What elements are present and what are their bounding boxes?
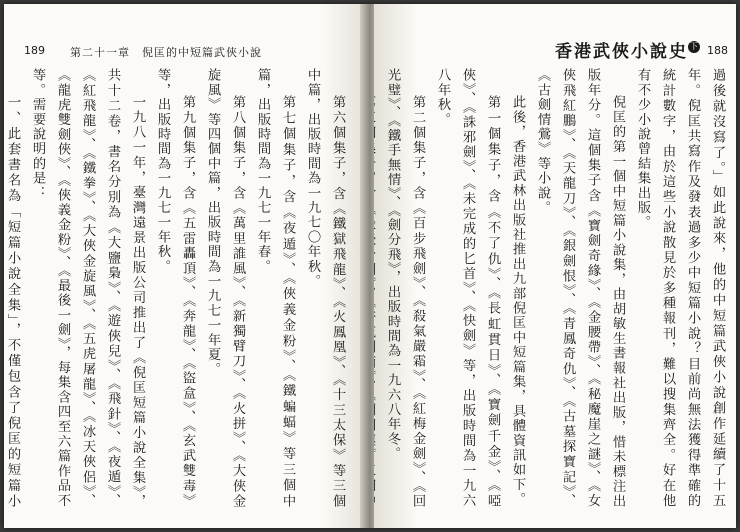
page-number-left: 189 — [24, 44, 45, 57]
book-title: 香港武俠小說史 — [555, 42, 688, 62]
open-book-spread — [4, 4, 736, 528]
paragraph: 第七個集子，含《夜遁》、《俠義金粉》、《鐵蝙蝠》等三個中篇，出版時間為一九七一年春。 — [255, 68, 295, 508]
paragraph: 第六個集子，含《鐵獄飛龍》、《火鳳凰》、《十三太保》等三個中篇，出版時間為一九七〇年秋。 — [305, 68, 345, 508]
paragraph: 一九八一年，臺灣遠景出版公司推出了《倪匡短篇小說全集》，共十二卷，書名分別為《大鹽梟》、《遊俠兒》、《飛針》、《夜遁》、《紅飛龍》、《鐵拳》、《大俠金旋風》、《五虎屠龍》、《冰天俠侶》、《龍虎雙劍俠》、《俠義金粉》、《最後一劍》，每集含四至六篇作品不等。需要說明的是： — [30, 68, 145, 508]
paragraph: 第二個集子，含《百步飛劍》、《殺氣嚴霜》、《紅梅金劍》、《回光璧》、《鐵手無情》、《劍分飛》，出版時間為一九六八年冬。 — [385, 68, 425, 508]
chapter-header: 第二十一章 倪匡的中短篇武俠小說 — [70, 46, 262, 59]
paragraph: 第九個集子，含《五雷轟頂》、《奔龍》、《盜盒》、《玄武雙毒》等，出版時間為一九七一年秋。 — [155, 68, 195, 508]
paragraph: 過後就沒寫了。」如此說來，他的中短篇武俠小說創作延續了十五年。倪匡共寫作及發表過多少中短篇小說？目前尚無法獲得準確的統計數字，由於這些小說散見於多種報刊，難以搜集齊全。好在他有不少小說曾結集出版。 — [635, 68, 725, 508]
page-number-right: 188 — [707, 44, 728, 57]
paragraph — [374, 68, 380, 508]
paragraph: 倪匡的第一個中短篇小說集，由胡敏生書報社出版，惜未標注出版年分。這個集子含《寶劍奇緣》、《金腰帶》、《秘魔崖之謎》、《女俠飛紅鵬》、《天龍刀》、《銀劍恨》、《青鳳奇仇》、《古墓探寶記》、《古劍情鶯》等小說。 — [535, 68, 625, 508]
paragraph: 此後，香港武林出版社推出九部倪匡中短篇集，具體資訊如下。 — [510, 94, 525, 507]
paragraph: 第一個集子，含《不了仇》、《長虹貫日》、《寶劍千金》、《啞俠》、《誅邪劍》、《未完成的匕首》、《快劍》等，出版時間為一九六八年秋。 — [435, 68, 500, 508]
left-page — [4, 4, 366, 528]
paragraph: 第八個集子，含《萬里誰風》、《新獨臂刀》、《火拼》、《大俠金旋風》等四個中篇，出版時間為一九七一年夏。 — [205, 68, 245, 508]
left-page-body — [5, 68, 350, 508]
right-page-body — [385, 68, 730, 508]
volume-mark: 下 — [690, 42, 698, 51]
paragraph: 一、此套書名為「短篇小說全集」，不僅包含了倪匡的短篇小 — [5, 94, 20, 508]
right-page — [374, 4, 736, 528]
